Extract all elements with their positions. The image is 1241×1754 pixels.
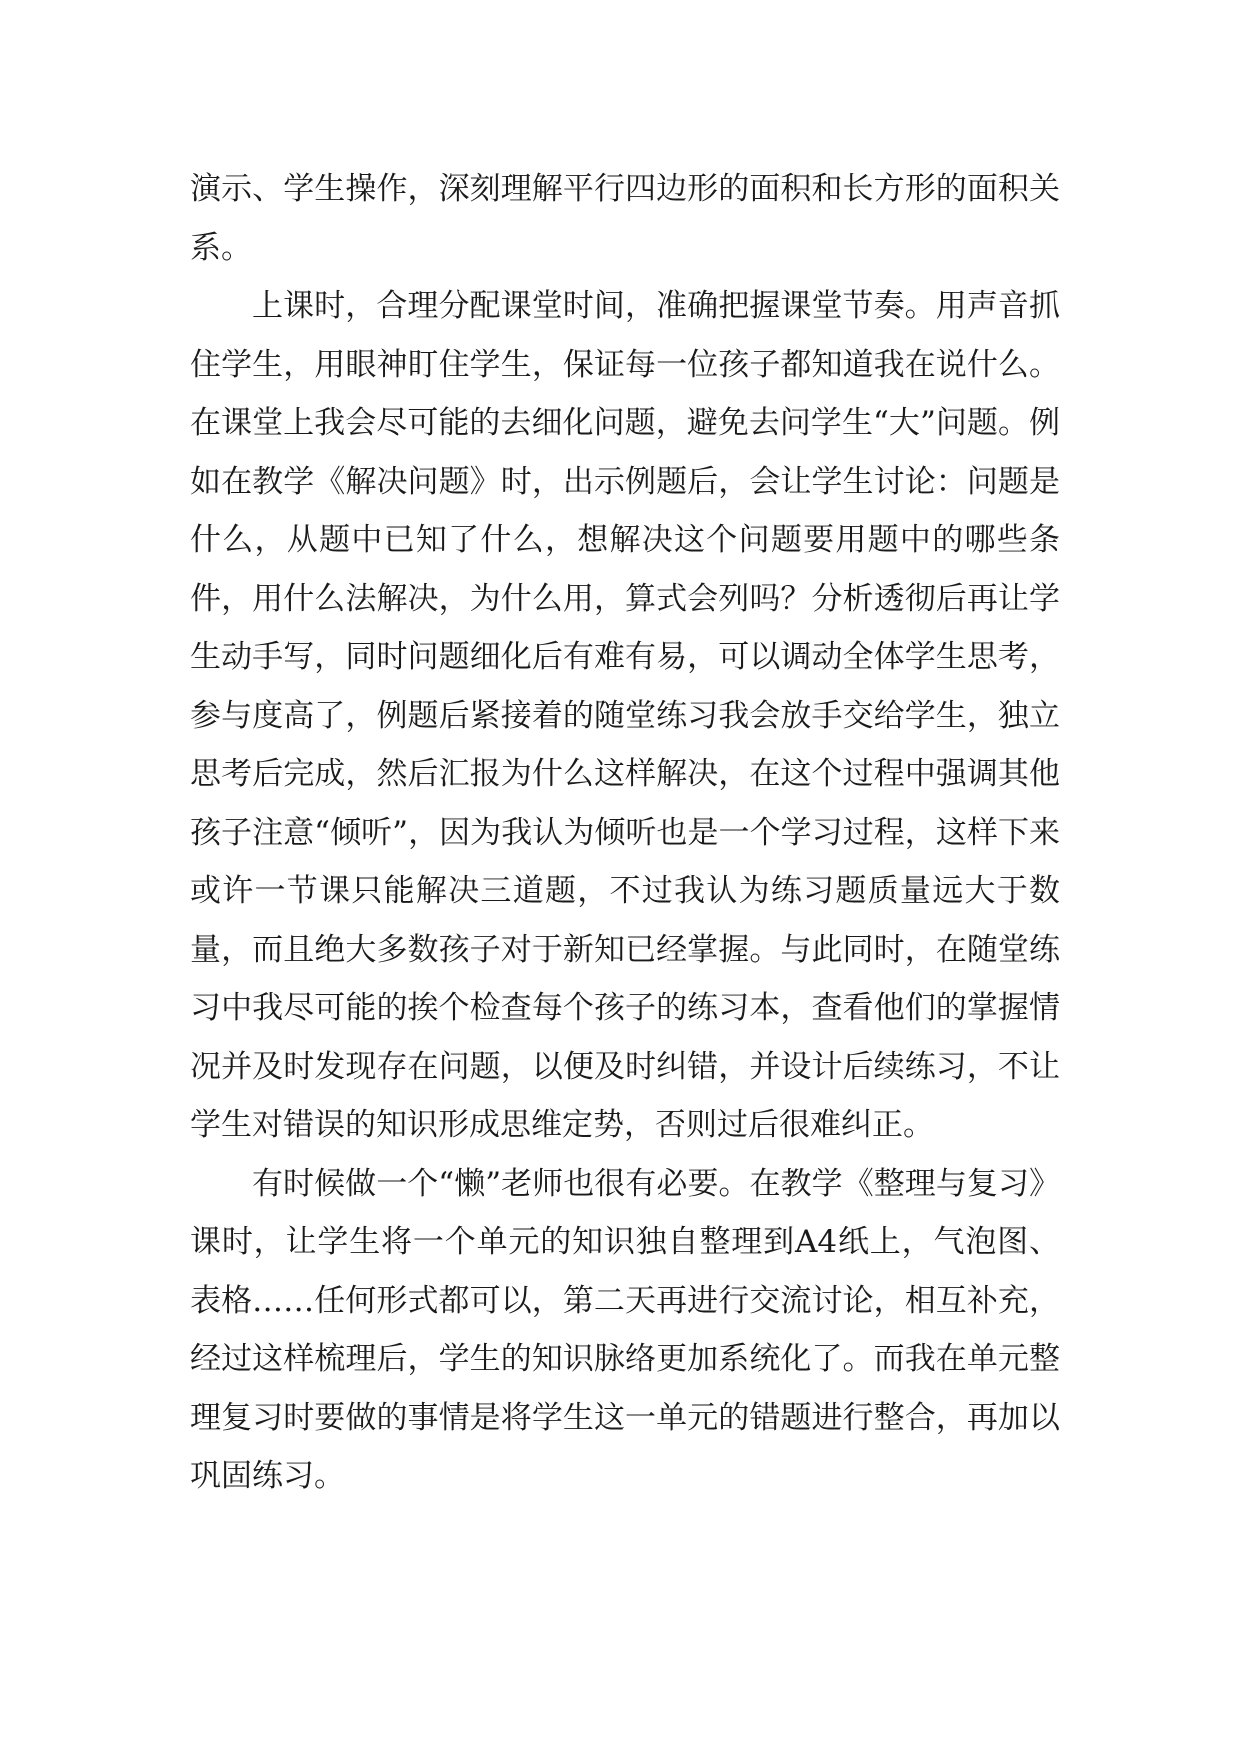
paragraph-lazy-teacher: 有时候做一个“懒”老师也很有必要。在教学《整理与复习》课时，让学生将一个单元的知识独自整理到A4纸上，气泡图、表格……任何形式都可以，第二天再进行交流讨论，相互补充，经过这样梳理后，学生的知识脉络更加系统化了。而我在单元整理复习时要做的事情是将学生这一单元的错题进行整合，再加以巩固练习。 xyxy=(190,1165,1060,1494)
paragraph-continuation: 演示、学生操作，深刻理解平行四边形的面积和长方形的面积关系。 xyxy=(190,171,1060,266)
document-body xyxy=(190,160,1060,1506)
paragraph-classroom-time: 上课时，合理分配课堂时间，准确把握课堂节奏。用声音抓住学生，用眼神盯住学生，保证每一位孩子都知道我在说什么。在课堂上我会尽可能的去细化问题，避免去问学生“大”问题。例如在教学《解决问题》时，出示例题后，会让学生讨论：问题是什么，从题中已知了什么，想解决这个问题要用题中的哪些条件，用什么法解决，为什么用，算式会列吗？分析透彻后再让学生动手写，同时问题细化后有难有易，可以调动全体学生思考，参与度高了，例题后紧接着的随堂练习我会放手交给学生，独立思考后完成，然后汇报为什么这样解决，在这个过程中强调其他孩子注意“倾听”，因为我认为倾听也是一个学习过程，这样下来或许一节课只能解决三道题，不过我认为练习题质量远大于数量，而且绝大多数孩子对于新知已经掌握。与此同时，在随堂练习中我尽可能的挨个检查每个孩子的练习本，查看他们的掌握情况并及时发现存在问题，以便及时纠错，并设计后续练习，不让学生对错误的知识形成思维定势，否则过后很难纠正。 xyxy=(190,288,1060,1143)
